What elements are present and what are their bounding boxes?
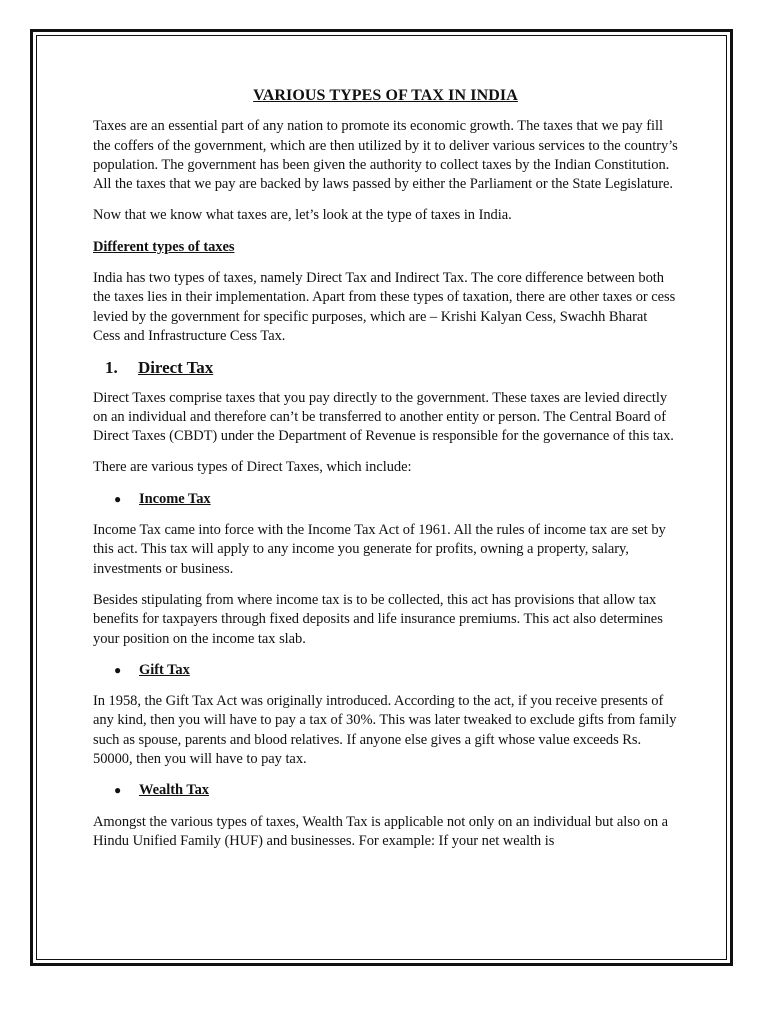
section-label: Direct Tax bbox=[138, 358, 214, 378]
bullet-heading-income-tax bbox=[93, 490, 678, 509]
types-subheading: Different types of taxes bbox=[93, 238, 235, 255]
income-tax-paragraph-2: Besides stipulating from where income tax is to be collected, this act has provisions that allow tax benefits for taxpayers through fixed deposits and life insurance premiums. This act also determines your position on the income tax slab. bbox=[93, 591, 663, 647]
types-paragraph: India has two types of taxes, namely Direct Tax and Indirect Tax. The core difference between both the taxes lies in their implementation. Apart from these types of taxation, there are other taxes or cess levied by the government for specific purposes, which are – Krishi Kalyan Cess, Swachh Bharat Cess and Infrastructure Cess Tax. bbox=[93, 270, 676, 344]
document-body bbox=[93, 86, 678, 863]
section-number: 1. bbox=[105, 358, 118, 378]
document-title: VARIOUS TYPES OF TAX IN INDIA bbox=[253, 87, 518, 104]
intro-paragraph: Taxes are an essential part of any nation to promote its economic growth. The taxes that we pay fill the coffers of the government, which are then utilized by it to deliver various services to the country’s population. The government has been given the authority to collect taxes by the Indian Constitution. All the taxes that we pay are backed by laws passed by either the Parliament or the State Legislature. bbox=[93, 118, 678, 193]
bullet-label: Income Tax bbox=[139, 490, 211, 507]
bullet-label: Wealth Tax bbox=[139, 782, 210, 799]
gift-tax-paragraph: In 1958, the Gift Tax Act was originally introduced. According to the act, if you receive presents of any kind, then you will have to pay a tax of 30%. This was later tweaked to exclude gifts from family such as spouse, parents and blood relatives. If anyone else gives a gift whose value exceeds Rs. 50000, then you will have to pay tax. bbox=[93, 693, 677, 768]
wealth-tax-paragraph: Amongst the various types of taxes, Wealth Tax is applicable not only on an individual but also on a Hindu Unified Family (HUF) and businesses. For example: If your net wealth is bbox=[93, 813, 669, 849]
income-tax-paragraph-1: Income Tax came into force with the Income Tax Act of 1961. All the rules of income tax are set by this act. This tax will apply to any income you generate for profits, owning a property, salary, investments or business. bbox=[93, 522, 666, 577]
bullet-icon: ● bbox=[114, 491, 122, 506]
direct-tax-list-intro: There are various types of Direct Taxes, which include: bbox=[93, 459, 412, 476]
bullet-heading-wealth-tax bbox=[93, 781, 678, 800]
bullet-heading-gift-tax bbox=[93, 661, 678, 680]
transition-paragraph: Now that we know what taxes are, let’s look at the type of taxes in India. bbox=[93, 207, 512, 224]
bullet-label: Gift Tax bbox=[139, 661, 190, 678]
bullet-icon: ● bbox=[114, 783, 122, 798]
direct-tax-paragraph: Direct Taxes comprise taxes that you pay directly to the government. These taxes are levied directly on an individual and therefore can’t be transferred to another entity or person. The Central Board of Direct Taxes (CBDT) under the Department of Revenue is responsible for the governance of this tax. bbox=[93, 389, 674, 445]
section-heading-direct-tax bbox=[93, 358, 678, 377]
bullet-icon: ● bbox=[114, 662, 122, 677]
